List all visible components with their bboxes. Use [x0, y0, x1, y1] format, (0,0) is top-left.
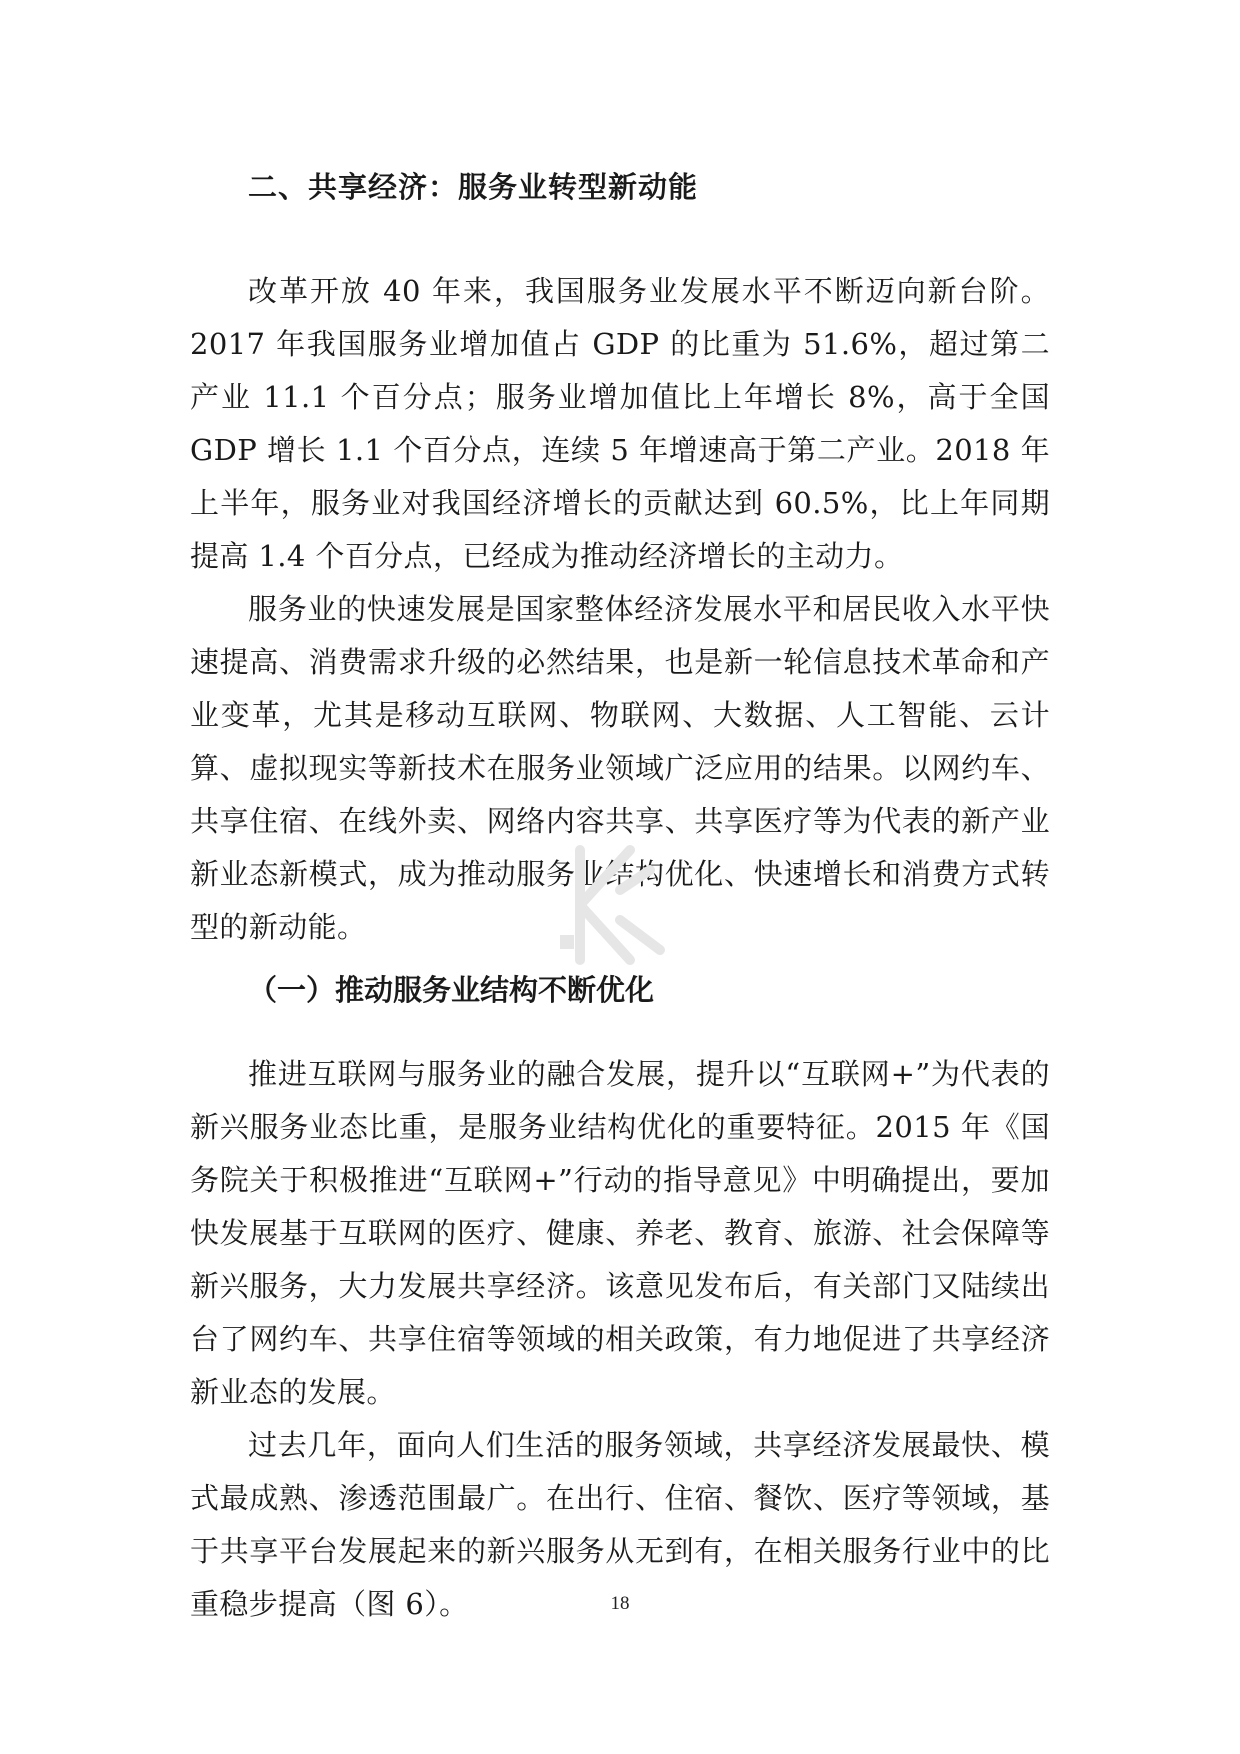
paragraph-3: 推进互联网与服务业的融合发展，提升以“互联网+”为代表的新兴服务业态比重，是服务业结构优化的重要特征。2015 年《国务院关于积极推进“互联网+”行动的指导意见》中明确提出，要加快发展基于互联网的医疗、健康、养老、教育、旅游、社会保障等新兴服务，大力发展共享经济。该意见发布后，有关部门又陆续出台了网约车、共享住宿等领域的相关政策，有力地促进了共享经济新业态的发展。	[190, 1057, 1050, 1409]
page-number: 18	[610, 1593, 630, 1614]
watermark-logo-icon	[550, 830, 700, 980]
paragraph-2: 服务业的快速发展是国家整体经济发展水平和居民收入水平快速提高、消费需求升级的必然结果，也是新一轮信息技术革命和产业变革，尤其是移动互联网、物联网、大数据、人工智能、云计算、虚拟现实等新技术在服务业领域广泛应用的结果。以网约车、共享住宿、在线外卖、网络内容共享、共享医疗等为代表的新产业新业态新模式，成为推动服务业结构优化、快速增长和消费方式转型的新动能。	[190, 592, 1050, 944]
section-heading: 二、共享经济：服务业转型新动能	[248, 170, 699, 204]
paragraph-1: 改革开放 40 年来，我国服务业发展水平不断迈向新台阶。2017 年我国服务业增加值占 GDP 的比重为 51.6%，超过第二产业 11.1 个百分点；服务业增加值比上年增长 8%，高于全国 GDP 增长 1.1 个百分点，连续 5 年增速高于第二产业。2018 年上半年，服务业对我国经济增长的贡献达到 60.5%，比上年同期提高 1.4 个百分点，已经成为推动经济增长的主动力。	[190, 274, 1050, 573]
subsection-heading: （一）推动服务业结构不断优化	[248, 973, 655, 1007]
paragraph-4: 过去几年，面向人们生活的服务领域，共享经济发展最快、模式最成熟、渗透范围最广。在出行、住宿、餐饮、医疗等领域，基于共享平台发展起来的新兴服务从无到有，在相关服务行业中的比重稳步提高（图 6）。	[190, 1428, 1050, 1621]
